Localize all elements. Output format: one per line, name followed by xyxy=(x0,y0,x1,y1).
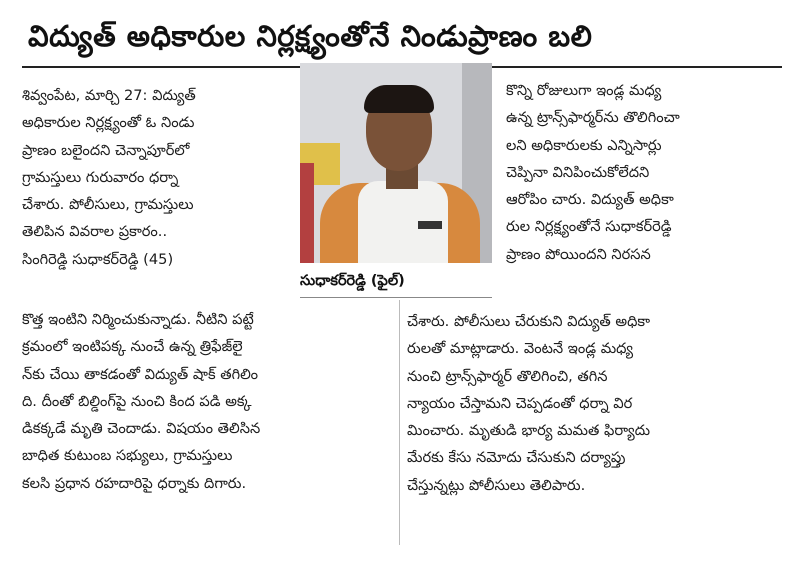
text-line: న్‌కు చేయి తాకడంతో విద్యుత్ షాక్ తగిలిం xyxy=(22,365,259,383)
text-line: ఉన్న ట్రాన్స్‌ఫార్మర్‌ను తొలిగించా xyxy=(506,109,680,127)
text-line: చేస్తున్నట్లు పోలీసులు తెలిపారు. xyxy=(407,476,586,494)
text-line: ది. దీంతో బిల్డింగ్‌పై నుంచి కింద పడి అక్క xyxy=(22,392,252,410)
text-line: రుల నిర్లక్ష్యంతోనే సుధాకర్‌రెడ్డి xyxy=(506,218,672,236)
text-line: మేరకు కేసు నమోదు చేసుకుని దర్యాప్తు xyxy=(407,449,626,467)
text-line: సింగిరెడ్డి సుధాకర్‌రెడ్డి (45) xyxy=(22,250,174,268)
text-line: ప్రాణం పోయిందని నిరసన xyxy=(506,245,651,263)
text-line: కొన్ని రోజులుగా ఇండ్ల మధ్య xyxy=(506,82,662,99)
caption-rule xyxy=(300,297,492,298)
column-divider xyxy=(399,300,400,545)
text-line: కలసి ప్రధాన రహదారిపై ధర్నాకు దిగారు. xyxy=(22,474,247,492)
text-line: కొత్త ఇంటిని నిర్మించుకున్నాడు. నీటిని పట్టే xyxy=(22,311,254,328)
text-line: శివ్వంపేట, మార్చి 27: విద్యుత్ xyxy=(22,87,196,104)
text-line: చేశారు. పోలీసులు చేరుకుని విద్యుత్ అధికా xyxy=(407,313,651,330)
text-line: గ్రామస్తులు గురువారం ధర్నా xyxy=(22,168,179,186)
right-lower-column xyxy=(407,308,776,499)
text-line: లని అధికారులకు ఎన్నిసార్లు xyxy=(506,136,662,154)
text-line: క్రమంలో ఇంటిపక్క నుంచే ఉన్న త్రిఫేజ్‌లై xyxy=(22,338,243,356)
text-line: మించారు. మృతుడి భార్య మమత ఫిర్యాదు xyxy=(407,422,651,440)
text-line: న్యాయం చేస్తామని చెప్పడంతో ధర్నా విర xyxy=(407,394,633,412)
photo-caption: సుధాకర్‌రెడ్డి (ఫైల్) xyxy=(300,273,405,289)
text-line: డికక్కడే మృతి చెందాడు. విషయం తెలిసిన xyxy=(22,420,261,438)
right-column xyxy=(506,77,776,268)
text-line: చేశారు. పోలీసులు, గ్రామస్తులు xyxy=(22,196,194,214)
person-photo xyxy=(300,63,492,263)
text-line: బాధిత కుటుంబ సభ్యులు, గ్రామస్తులు xyxy=(22,447,233,465)
text-line: రులతో మాట్లాడారు. వెంటనే ఇండ్ల మధ్య xyxy=(407,340,634,358)
text-line: ఆరోపిం చారు. విద్యుత్ అధికా xyxy=(506,191,674,209)
text-line: చెప్పినా వినిపించుకోలేదని xyxy=(506,163,650,181)
text-line: నుంచి ట్రాన్స్‌ఫార్మర్ తొలిగించి, తగిన xyxy=(407,367,608,385)
headline: విద్యుత్ అధికారుల నిర్లక్ష్యంతోనే నిండుప్రాణం బలి xyxy=(28,19,593,53)
text-line: ప్రాణం బలైందని చెన్నాపూర్‌లో xyxy=(22,141,190,159)
left-lower-column xyxy=(22,306,390,497)
text-line: అధికారుల నిర్లక్ష్యంతో ఓ నిండు xyxy=(22,114,195,132)
text-line: తెలిపిన వివరాల ప్రకారం.. xyxy=(22,223,168,241)
